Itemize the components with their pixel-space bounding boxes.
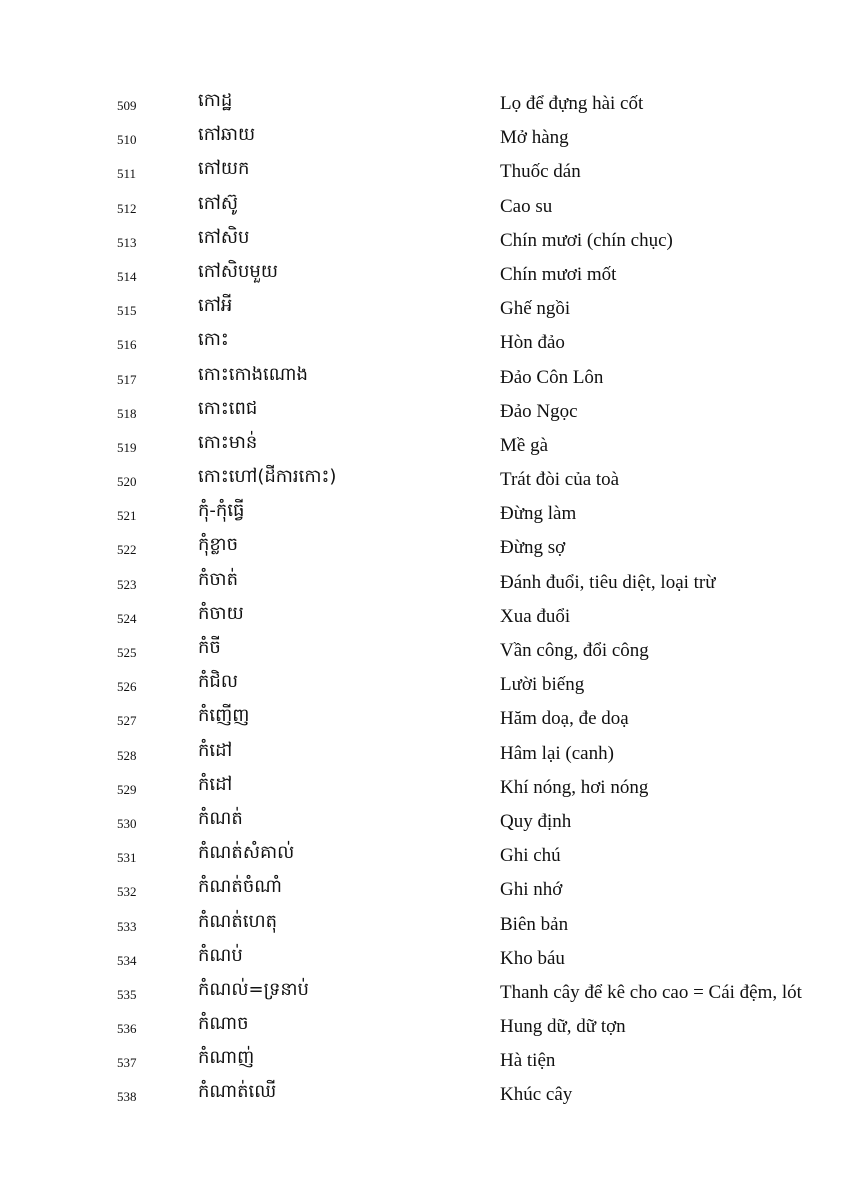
- entry-row: [0, 325, 848, 359]
- khmer-term: កៅអី: [198, 295, 233, 317]
- entry-number: 536: [117, 1021, 137, 1037]
- entry-number: 537: [117, 1055, 137, 1071]
- entry-number: 513: [117, 234, 137, 250]
- entry-number: 519: [117, 439, 137, 455]
- entry-number: 527: [117, 713, 137, 729]
- entry-number: 518: [117, 405, 137, 421]
- entry-row: [0, 804, 848, 838]
- vietnamese-translation: Cao su: [500, 195, 553, 217]
- entry-row: [0, 86, 848, 120]
- entry-row: [0, 975, 848, 1009]
- entry-row: [0, 736, 848, 770]
- entry-number: 523: [117, 576, 137, 592]
- entry-row: [0, 838, 848, 872]
- entry-row: [0, 120, 848, 154]
- entry-number: 530: [117, 815, 137, 831]
- entry-row: [0, 394, 848, 428]
- vietnamese-translation: Đánh đuổi, tiêu diệt, loại trừ: [500, 571, 716, 593]
- vietnamese-translation: Quy định: [500, 810, 572, 832]
- vietnamese-translation: Mở hàng: [500, 127, 569, 149]
- entry-number: 511: [117, 166, 137, 182]
- entry-row: [0, 462, 848, 496]
- entry-number: 528: [117, 747, 137, 763]
- khmer-term: កំចាត់: [198, 568, 238, 590]
- vietnamese-translation: Đảo Côn Lôn: [500, 366, 604, 388]
- entry-row: [0, 154, 848, 188]
- entry-number: 516: [117, 337, 137, 353]
- entry-row: [0, 257, 848, 291]
- entry-row: [0, 1043, 848, 1077]
- entry-number: 512: [117, 200, 137, 216]
- khmer-term: កោះពេជ: [198, 397, 258, 419]
- khmer-term: កំណល់=ទ្រនាប់: [198, 978, 309, 1000]
- vietnamese-translation: Xua đuổi: [500, 605, 571, 627]
- vietnamese-translation: Hà tiện: [500, 1050, 556, 1072]
- entry-row: [0, 291, 848, 325]
- vietnamese-translation: Lười biếng: [500, 674, 585, 696]
- entry-number: 522: [117, 542, 137, 558]
- vietnamese-translation: Hòn đảo: [500, 332, 565, 354]
- entry-number: 531: [117, 850, 137, 866]
- khmer-term: កៅសិបមួយ: [198, 260, 278, 282]
- khmer-term: កំណត់ហេតុ: [198, 910, 278, 932]
- entry-row: [0, 633, 848, 667]
- entry-number: 509: [117, 98, 137, 113]
- khmer-term: កំណប់: [198, 944, 243, 966]
- entry-row: [0, 941, 848, 975]
- khmer-term: កំណត់ចំណាំ: [198, 876, 282, 898]
- vietnamese-translation: Đừng làm: [500, 503, 577, 525]
- khmer-term: កំណាត់ឈើ: [198, 1081, 277, 1103]
- khmer-term: កៅសិប: [198, 226, 250, 248]
- vietnamese-translation: Khí nóng, hơi nóng: [500, 776, 649, 798]
- khmer-term: កំចី: [198, 637, 221, 658]
- entry-row: [0, 872, 848, 906]
- khmer-term: កំណត់: [198, 807, 243, 829]
- vietnamese-translation: Kho báu: [500, 947, 565, 969]
- vietnamese-translation: Biên bản: [500, 913, 569, 935]
- entry-number: 535: [117, 986, 137, 1002]
- entry-number: 532: [117, 884, 137, 900]
- entry-row: [0, 189, 848, 223]
- entry-number: 524: [117, 610, 137, 626]
- khmer-term: កំជិល: [198, 671, 238, 693]
- khmer-term: កៅស៊ូ: [198, 192, 238, 214]
- vietnamese-translation: Hung dữ, dữ tợn: [500, 1016, 626, 1038]
- khmer-term: កំណត់សំគាល់: [198, 842, 295, 864]
- vietnamese-translation: Chín mươi mốt: [500, 263, 617, 285]
- vietnamese-translation: Mề gà: [500, 434, 549, 456]
- khmer-term: កំចាយ: [198, 602, 244, 624]
- entry-number: 529: [117, 781, 137, 797]
- entry-list: [0, 86, 848, 1112]
- entry-row: [0, 701, 848, 735]
- entry-number: 533: [117, 918, 137, 934]
- entry-row: [0, 565, 848, 599]
- entry-row: [0, 1077, 848, 1111]
- entry-number: 520: [117, 474, 137, 490]
- entry-row: [0, 1009, 848, 1043]
- vietnamese-translation: Đảo Ngọc: [500, 400, 578, 422]
- vietnamese-translation: Hăm doạ, đe doạ: [500, 708, 629, 730]
- entry-row: [0, 667, 848, 701]
- khmer-term: កុំខ្លាច: [198, 534, 238, 556]
- vietnamese-translation: Thanh cây để kê cho cao = Cái đệm, lót: [500, 981, 802, 1003]
- khmer-term: កោះកោងណោង: [198, 363, 308, 385]
- entry-number: 526: [117, 679, 137, 695]
- entry-number: 525: [117, 645, 137, 660]
- vietnamese-translation: Thuốc dán: [500, 161, 581, 183]
- entry-number: 510: [117, 132, 137, 148]
- vietnamese-translation: Ghi chú: [500, 845, 561, 867]
- khmer-term: កំញើញ: [198, 705, 250, 727]
- vietnamese-translation: Lọ để đựng hài cốt: [500, 93, 644, 114]
- entry-row: [0, 770, 848, 804]
- khmer-term: កំដៅ: [198, 773, 233, 795]
- entry-number: 538: [117, 1089, 137, 1105]
- entry-row: [0, 223, 848, 257]
- entry-number: 521: [117, 508, 137, 524]
- vietnamese-translation: Vần công, đổi công: [500, 640, 649, 661]
- entry-row: [0, 599, 848, 633]
- vietnamese-translation: Ghi nhớ: [500, 879, 563, 901]
- khmer-term: កុំ-កុំធ្វើ: [198, 500, 245, 522]
- khmer-term: កំដៅ: [198, 739, 233, 761]
- entry-number: 515: [117, 303, 137, 319]
- khmer-term: កៅយក: [198, 158, 250, 180]
- khmer-term: កោះមាន់: [198, 431, 258, 453]
- vietnamese-translation: Trát đòi của toà: [500, 469, 620, 491]
- entry-number: 514: [117, 268, 137, 284]
- entry-row: [0, 360, 848, 394]
- vietnamese-translation: Hâm lại (canh): [500, 742, 614, 764]
- vietnamese-translation: Khúc cây: [500, 1084, 573, 1106]
- vietnamese-translation: Đừng sợ: [500, 537, 566, 559]
- entry-number: 517: [117, 371, 137, 387]
- entry-row: [0, 496, 848, 530]
- khmer-term: កំណាញ់: [198, 1047, 255, 1069]
- khmer-term: កំណាច: [198, 1013, 249, 1035]
- entry-row: [0, 428, 848, 462]
- entry-number: 534: [117, 952, 137, 968]
- khmer-term: កោដ្ឋ: [198, 90, 233, 111]
- entry-row: [0, 907, 848, 941]
- khmer-term: កោះហៅ(ដីការកោះ): [198, 466, 337, 488]
- entry-row: [0, 530, 848, 564]
- vietnamese-translation: Ghế ngồi: [500, 298, 571, 320]
- vietnamese-translation: Chín mươi (chín chục): [500, 229, 673, 251]
- khmer-term: កោះ: [198, 329, 229, 351]
- khmer-term: កៅឆាយ: [198, 124, 256, 146]
